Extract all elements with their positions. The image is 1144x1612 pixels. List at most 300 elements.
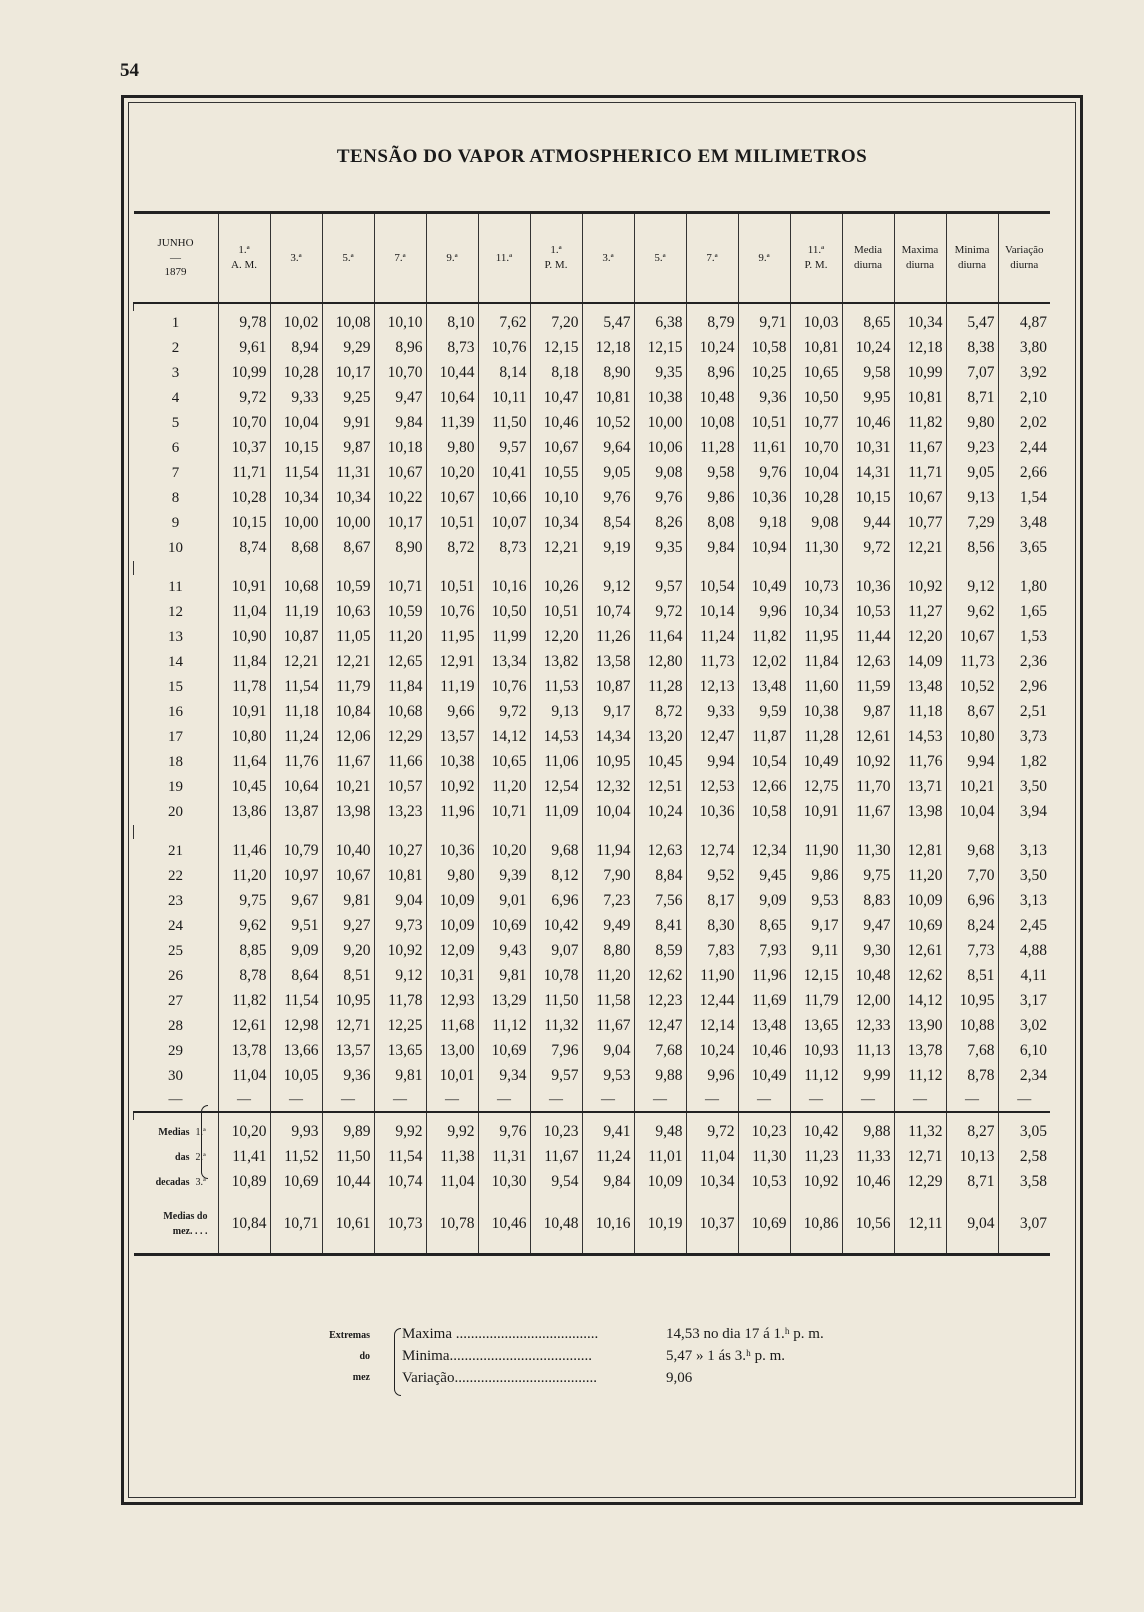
table-cell: 10,13 <box>946 1145 998 1170</box>
table-cell: 7,68 <box>634 1039 686 1064</box>
table-cell: 10,36 <box>842 575 894 600</box>
table-cell: 10,73 <box>374 1195 426 1255</box>
table-cell: 9,44 <box>842 511 894 536</box>
table-cell: 10,46 <box>478 1195 530 1255</box>
table-cell: 8,65 <box>738 914 790 939</box>
table-cell: 9,96 <box>686 1064 738 1089</box>
table-cell: 9,12 <box>946 575 998 600</box>
spacer-cell <box>946 1112 998 1120</box>
table-cell: 10,76 <box>478 675 530 700</box>
table-cell: 10,04 <box>582 800 634 825</box>
table-cell: 10,21 <box>946 775 998 800</box>
table-row <box>134 864 1051 889</box>
table-cell: 14,09 <box>894 650 946 675</box>
table-cell: 10,53 <box>738 1170 790 1195</box>
table-cell: 1,65 <box>998 600 1050 625</box>
table-cell: 9,78 <box>218 311 270 336</box>
table-cell: 8,14 <box>478 361 530 386</box>
table-cell: 9,58 <box>686 461 738 486</box>
table-cell: 8,56 <box>946 536 998 561</box>
table-cell: 13,29 <box>478 989 530 1014</box>
column-header-bottom: diurna <box>957 258 987 271</box>
table-cell: 9,47 <box>374 386 426 411</box>
table-row <box>134 1039 1051 1064</box>
table-cell: 11,66 <box>374 750 426 775</box>
dash-cell: — <box>374 1089 426 1111</box>
table-cell: 9,17 <box>790 914 842 939</box>
table-cell: 10,54 <box>686 575 738 600</box>
table-cell: 14,53 <box>894 725 946 750</box>
page-number: 54 <box>120 60 139 81</box>
table-cell: 9,92 <box>374 1120 426 1145</box>
table-cell: 5,47 <box>582 311 634 336</box>
column-header-top: 7.ª <box>706 251 718 264</box>
table-cell: 10,36 <box>738 486 790 511</box>
spacer-cell <box>998 303 1050 311</box>
table-cell: 3,73 <box>998 725 1050 750</box>
table-cell: 2,10 <box>998 386 1050 411</box>
table-cell: 9,53 <box>582 1064 634 1089</box>
spacer-cell <box>790 1112 842 1120</box>
table-cell: 13,87 <box>270 800 322 825</box>
table-cell: 11,23 <box>790 1145 842 1170</box>
day-number: 29 <box>168 1042 183 1059</box>
table-cell: 7,90 <box>582 864 634 889</box>
day-number: 20 <box>168 803 183 820</box>
table-cell: 10,78 <box>426 1195 478 1255</box>
table-cell: 12,18 <box>894 336 946 361</box>
day-number: 15 <box>168 678 183 695</box>
table-cell: 10,63 <box>322 600 374 625</box>
table-cell: 10,20 <box>426 461 478 486</box>
table-cell: 10,79 <box>270 839 322 864</box>
table-cell: 7,56 <box>634 889 686 914</box>
extreme-row-minima <box>402 1345 922 1367</box>
table-row <box>134 625 1051 650</box>
table-cell: 10,09 <box>426 889 478 914</box>
table-cell: 12,63 <box>842 650 894 675</box>
table-cell: 9,04 <box>946 1195 998 1255</box>
table-cell: 10,40 <box>322 839 374 864</box>
table-cell: 8,27 <box>946 1120 998 1145</box>
table-cell: 12,21 <box>270 650 322 675</box>
spacer-cell <box>322 1112 374 1120</box>
table-cell: 9,86 <box>790 864 842 889</box>
table-cell: 10,16 <box>478 575 530 600</box>
table-cell: 7,96 <box>530 1039 582 1064</box>
spacer-cell <box>322 825 374 839</box>
table-cell: 11,54 <box>270 461 322 486</box>
table-cell: 8,67 <box>946 700 998 725</box>
table-cell: 11,71 <box>218 461 270 486</box>
table-cell: 3,13 <box>998 889 1050 914</box>
page-title: TENSÃO DO VAPOR ATMOSPHERICO EM MILIMETROS <box>336 146 868 167</box>
table-cell: 8,51 <box>322 964 374 989</box>
table-cell: 9,76 <box>738 461 790 486</box>
table-cell: 7,23 <box>582 889 634 914</box>
spacer-cell <box>478 1112 530 1120</box>
table-cell: 10,51 <box>426 575 478 600</box>
table-cell: 10,23 <box>530 1120 582 1145</box>
table-header <box>134 213 1051 303</box>
spacer-cell <box>634 825 686 839</box>
table-cell: 11,52 <box>270 1145 322 1170</box>
table-cell: 8,51 <box>946 964 998 989</box>
table-cell: 11,68 <box>426 1014 478 1039</box>
extreme-label: Variação...................................... <box>402 1370 597 1386</box>
table-cell: 10,76 <box>478 336 530 361</box>
table-cell: 7,07 <box>946 361 998 386</box>
table-cell: 10,64 <box>426 386 478 411</box>
column-header-top: 5.ª <box>342 251 354 264</box>
table-cell: 11,24 <box>582 1145 634 1170</box>
table-cell: 2,66 <box>998 461 1050 486</box>
spacer-cell <box>270 1112 322 1120</box>
table-cell: 9,80 <box>426 864 478 889</box>
table-cell: 8,59 <box>634 939 686 964</box>
table-cell: 3,13 <box>998 839 1050 864</box>
table-row <box>134 964 1051 989</box>
table-cell: 11,96 <box>738 964 790 989</box>
table-cell: 12,21 <box>894 536 946 561</box>
header-row <box>134 213 1051 303</box>
table-cell: 11,69 <box>738 989 790 1014</box>
table-cell: 11,90 <box>686 964 738 989</box>
table-cell: 11,31 <box>478 1145 530 1170</box>
table-cell: 11,24 <box>686 625 738 650</box>
day-number: 12 <box>168 603 183 620</box>
table-cell: 9,80 <box>946 411 998 436</box>
column-header-top: Media <box>853 244 883 257</box>
table-cell: 10,87 <box>270 625 322 650</box>
table-cell: 8,08 <box>686 511 738 536</box>
table-cell: 10,57 <box>374 775 426 800</box>
table-cell: 10,45 <box>218 775 270 800</box>
table-cell: 10,81 <box>894 386 946 411</box>
column-header <box>270 213 322 303</box>
table-cell: 10,81 <box>582 386 634 411</box>
table-cell: 9,81 <box>322 889 374 914</box>
table-cell: 12,62 <box>894 964 946 989</box>
table-cell: 11,20 <box>218 864 270 889</box>
table-cell: 7,20 <box>530 311 582 336</box>
column-header <box>582 213 634 303</box>
table-cell: 10,16 <box>582 1195 634 1255</box>
spacer-row <box>134 561 1051 575</box>
table-cell: 10,19 <box>634 1195 686 1255</box>
table-cell: 12,20 <box>530 625 582 650</box>
table-cell: 11,24 <box>270 725 322 750</box>
table-cell: 10,09 <box>894 889 946 914</box>
table-cell: 10,95 <box>946 989 998 1014</box>
table-cell: 10,06 <box>634 436 686 461</box>
column-header-top: 9.ª <box>758 251 770 264</box>
table-cell: 10,34 <box>270 486 322 511</box>
column-header-top: 9.ª <box>446 251 458 264</box>
spacer-cell <box>946 303 998 311</box>
table-cell: 9,93 <box>270 1120 322 1145</box>
table-cell: 10,24 <box>634 800 686 825</box>
day-number: 4 <box>171 389 180 406</box>
table-cell: 9,92 <box>426 1120 478 1145</box>
spacer-cell <box>946 825 998 839</box>
extremes-label-line: mez <box>352 1372 370 1383</box>
table-cell: 12,06 <box>322 725 374 750</box>
header-month: JUNHO <box>157 237 194 250</box>
column-header-bottom: P. M. <box>804 258 828 271</box>
table-cell: 10,92 <box>894 575 946 600</box>
table-cell: 10,48 <box>530 1195 582 1255</box>
day-number: 7 <box>171 464 180 481</box>
day-number: 16 <box>168 703 183 720</box>
table-cell: 12,13 <box>686 675 738 700</box>
column-header <box>322 213 374 303</box>
table-cell: 9,39 <box>478 864 530 889</box>
table-cell: 13,90 <box>894 1014 946 1039</box>
table-cell: 9,66 <box>426 700 478 725</box>
table-cell: 7,73 <box>946 939 998 964</box>
table-cell: 3,80 <box>998 336 1050 361</box>
table-cell: 12,15 <box>790 964 842 989</box>
table-cell: 8,72 <box>634 700 686 725</box>
table-cell: 10,04 <box>946 800 998 825</box>
table-cell: 13,00 <box>426 1039 478 1064</box>
table-cell: 9,64 <box>582 436 634 461</box>
table-cell: 8,64 <box>270 964 322 989</box>
decade-number: 3.ª <box>195 1176 206 1188</box>
dash-cell: — <box>218 1089 270 1111</box>
table-cell: 3,48 <box>998 511 1050 536</box>
table-cell: 12,65 <box>374 650 426 675</box>
table-cell: 8,54 <box>582 511 634 536</box>
spacer-cell <box>738 303 790 311</box>
table-cell: 13,65 <box>374 1039 426 1064</box>
table-cell: 12,23 <box>634 989 686 1014</box>
spacer-cell <box>894 825 946 839</box>
table-cell: 11,73 <box>946 650 998 675</box>
table-cell: 4,87 <box>998 311 1050 336</box>
table-cell: 10,59 <box>374 600 426 625</box>
table-cell: 9,80 <box>426 436 478 461</box>
table-cell: 2,44 <box>998 436 1050 461</box>
table-cell: 11,84 <box>374 675 426 700</box>
table-cell: 10,64 <box>270 775 322 800</box>
table-cell: 1,82 <box>998 750 1050 775</box>
table-cell: 9,41 <box>582 1120 634 1145</box>
table-cell: 11,09 <box>530 800 582 825</box>
table-cell: 13,82 <box>530 650 582 675</box>
table-cell: 10,91 <box>218 575 270 600</box>
table-cell: 12,32 <box>582 775 634 800</box>
table-cell: 9,76 <box>478 1120 530 1145</box>
day-number: 21 <box>168 842 183 859</box>
table-cell: 9,29 <box>322 336 374 361</box>
table-cell: 9,23 <box>946 436 998 461</box>
dash-cell: — <box>894 1089 946 1111</box>
table-cell: 2,02 <box>998 411 1050 436</box>
spacer-cell <box>842 1112 894 1120</box>
table-cell: 8,18 <box>530 361 582 386</box>
spacer-cell <box>134 825 219 839</box>
table-cell: 8,41 <box>634 914 686 939</box>
table-cell: 11,12 <box>478 1014 530 1039</box>
table-cell: 12,54 <box>530 775 582 800</box>
dash-cell: — <box>634 1089 686 1111</box>
table-cell: 14,53 <box>530 725 582 750</box>
column-header-top: 5.ª <box>654 251 666 264</box>
table-cell: 13,86 <box>218 800 270 825</box>
table-cell: 10,45 <box>634 750 686 775</box>
table-cell: 9,20 <box>322 939 374 964</box>
table-cell: 12,47 <box>686 725 738 750</box>
table-cell: 11,54 <box>270 989 322 1014</box>
table-cell: 10,00 <box>322 511 374 536</box>
table-cell: 10,94 <box>738 536 790 561</box>
decade-group-label: das <box>175 1151 190 1163</box>
table-cell: 10,53 <box>842 600 894 625</box>
table-cell: 10,71 <box>374 575 426 600</box>
table-cell: 2,58 <box>998 1145 1050 1170</box>
extreme-label: Maxima ...................................... <box>402 1326 599 1342</box>
table-cell: 8,83 <box>842 889 894 914</box>
spacer-cell <box>790 561 842 575</box>
table-cell: 11,95 <box>426 625 478 650</box>
month-mean-label-line: mez. . . . <box>172 1225 208 1237</box>
table-cell: 10,54 <box>738 750 790 775</box>
table-cell: 9,76 <box>582 486 634 511</box>
spacer-cell <box>530 1112 582 1120</box>
day-number: 30 <box>168 1067 183 1084</box>
extreme-row-maxima <box>402 1323 922 1345</box>
day-number: 13 <box>168 628 183 645</box>
table-cell: 3,65 <box>998 536 1050 561</box>
decade-row <box>134 1145 1051 1170</box>
decade-row <box>134 1170 1051 1195</box>
spacer-cell <box>686 303 738 311</box>
table-cell: 3,05 <box>998 1120 1050 1145</box>
table-cell: 10,42 <box>530 914 582 939</box>
table-cell: 10,92 <box>374 939 426 964</box>
table-cell: 11,71 <box>894 461 946 486</box>
table-cell: 12,81 <box>894 839 946 864</box>
dash-cell: — <box>738 1089 790 1111</box>
table-cell: 12,44 <box>686 989 738 1014</box>
table-cell: 9,94 <box>686 750 738 775</box>
table-cell: 11,04 <box>218 1064 270 1089</box>
table-cell: 10,65 <box>478 750 530 775</box>
decade-number: 2.ª <box>195 1151 206 1163</box>
spacer-cell <box>374 303 426 311</box>
table-cell: 11,64 <box>218 750 270 775</box>
table-cell: 9,73 <box>374 914 426 939</box>
table-cell: 4,11 <box>998 964 1050 989</box>
table-cell: 11,19 <box>426 675 478 700</box>
table-cell: 11,96 <box>426 800 478 825</box>
table-cell: 10,56 <box>842 1195 894 1255</box>
day-number: 2 <box>171 339 180 356</box>
table-cell: 8,80 <box>582 939 634 964</box>
table-cell: 6,38 <box>634 311 686 336</box>
column-header-bottom: diurna <box>853 258 883 271</box>
table-cell: 7,70 <box>946 864 998 889</box>
table-cell: 9,87 <box>322 436 374 461</box>
table-cell: 9,36 <box>322 1064 374 1089</box>
dash-cell: — <box>426 1089 478 1111</box>
table-cell: 10,69 <box>270 1170 322 1195</box>
table-cell: 8,90 <box>582 361 634 386</box>
spacer-cell <box>374 561 426 575</box>
column-header <box>218 213 270 303</box>
table-cell: 10,44 <box>322 1170 374 1195</box>
table-cell: 10,84 <box>322 700 374 725</box>
table-cell: 11,04 <box>218 600 270 625</box>
table-cell: 9,72 <box>842 536 894 561</box>
column-header <box>478 213 530 303</box>
table-cell: 9,05 <box>946 461 998 486</box>
table-cell: 9,04 <box>582 1039 634 1064</box>
table-cell: 11,95 <box>790 625 842 650</box>
table-cell: 10,37 <box>686 1195 738 1255</box>
table-cell: 11,20 <box>478 775 530 800</box>
table-cell: 10,22 <box>374 486 426 511</box>
spacer-cell <box>478 303 530 311</box>
day-number: 8 <box>171 489 180 506</box>
table-cell: 8,84 <box>634 864 686 889</box>
table-cell: 10,46 <box>738 1039 790 1064</box>
table-cell: 3,07 <box>998 1195 1050 1255</box>
table-cell: 11,87 <box>738 725 790 750</box>
day-number: 27 <box>168 992 183 1009</box>
table-cell: 6,96 <box>530 889 582 914</box>
table-cell: 11,19 <box>270 600 322 625</box>
dash-cell: — <box>478 1089 530 1111</box>
table-row <box>134 361 1051 386</box>
spacer-cell <box>738 1112 790 1120</box>
table-cell: 12,15 <box>530 336 582 361</box>
spacer-cell <box>134 303 219 311</box>
table-cell: 10,05 <box>270 1064 322 1089</box>
table-cell: 10,95 <box>322 989 374 1014</box>
table-cell: 3,50 <box>998 864 1050 889</box>
spacer-cell <box>530 303 582 311</box>
table-cell: 11,64 <box>634 625 686 650</box>
table-cell: 11,28 <box>686 436 738 461</box>
column-header <box>530 213 582 303</box>
table-cell: 11,33 <box>842 1145 894 1170</box>
table-cell: 10,30 <box>478 1170 530 1195</box>
spacer-cell <box>270 825 322 839</box>
table-cell: 10,51 <box>530 600 582 625</box>
table-cell: 8,12 <box>530 864 582 889</box>
column-header <box>738 213 790 303</box>
table-cell: 10,23 <box>738 1120 790 1145</box>
table-cell: 11,50 <box>530 989 582 1014</box>
table-cell: 10,67 <box>426 486 478 511</box>
table-cell: 10,08 <box>686 411 738 436</box>
table-cell: 9,07 <box>530 939 582 964</box>
spacer-cell <box>842 825 894 839</box>
table-cell: 12,20 <box>894 625 946 650</box>
column-header <box>894 213 946 303</box>
table-cell: 9,47 <box>842 914 894 939</box>
table-cell: 10,48 <box>842 964 894 989</box>
table-cell: 12,15 <box>634 336 686 361</box>
table-cell: 10,20 <box>478 839 530 864</box>
table-cell: 11,20 <box>374 625 426 650</box>
table-cell: 11,82 <box>738 625 790 650</box>
table-row <box>134 486 1051 511</box>
table-cell: 10,46 <box>530 411 582 436</box>
